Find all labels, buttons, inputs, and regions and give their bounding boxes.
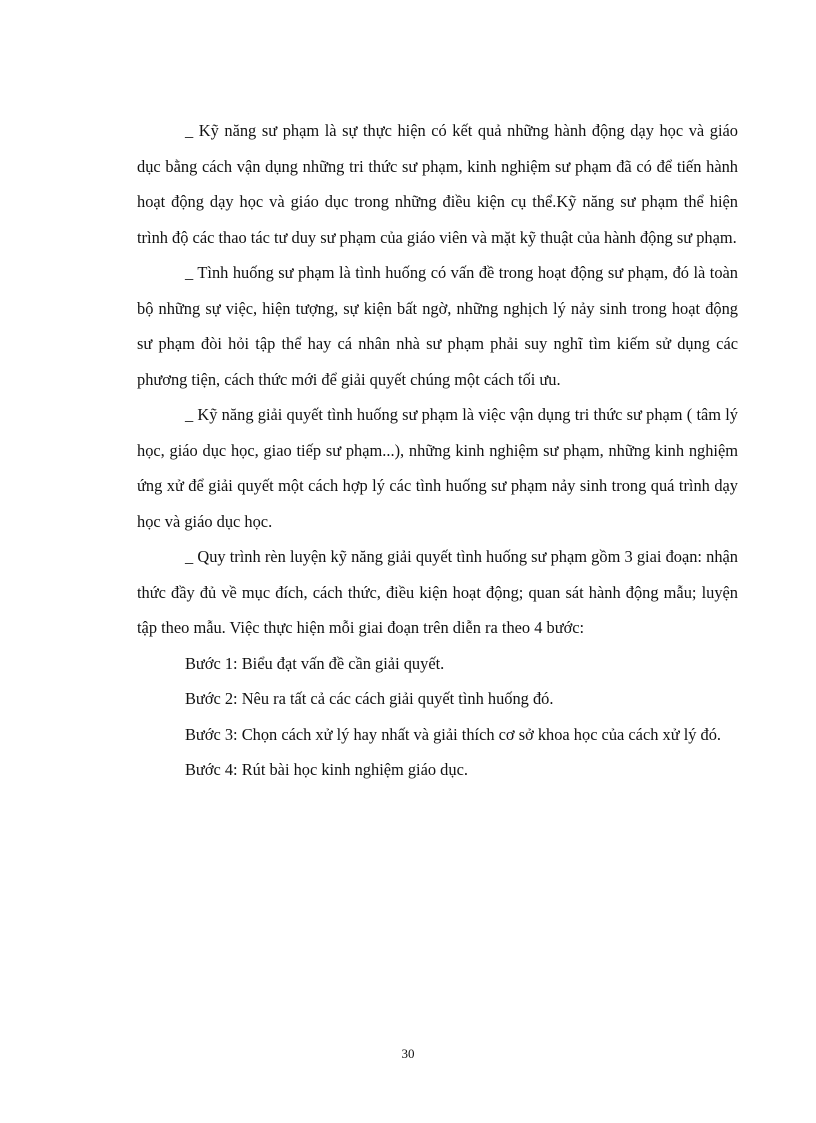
step-3: Bước 3: Chọn cách xử lý hay nhất và giải thích cơ sở khoa học của cách xử lý đó. bbox=[185, 724, 722, 744]
page-number: 30 bbox=[401, 1046, 415, 1061]
page-body bbox=[137, 113, 738, 788]
paragraph-ky-nang-su-pham: _ Kỹ năng sư phạm là sự thực hiện có kết quả những hành động dạy học và giáo dục bằng cách vận dụng những tri thức sư phạm, kinh nghiệm sư phạm đã có để tiến hành hoạt động dạy học và giáo dục trong những điều kiện cụ thể.Kỹ năng sư phạm thể hiện trình độ các thao tác tư duy sư phạm của giáo viên và mặt kỹ thuật của hành động sư phạm. bbox=[137, 121, 738, 247]
step-1: Bước 1: Biểu đạt vấn đề cần giải quyết. bbox=[185, 653, 445, 673]
step-4: Bước 4: Rút bài học kinh nghiệm giáo dục. bbox=[185, 760, 468, 779]
paragraph-tinh-huong-su-pham: _ Tình huống sư phạm là tình huống có vấn đề trong hoạt động sư phạm, đó là toàn bộ những sự việc, hiện tượng, sự kiện bất ngờ, những nghịch lý nảy sinh trong hoạt động sư phạm đòi hỏi tập thể hay cá nhân nhà sư phạm phải suy nghĩ tìm kiếm sử dụng các phương tiện, cách thức mới để giải quyết chúng một cách tối ưu. bbox=[137, 263, 738, 389]
paragraph-ky-nang-giai-quyet: _ Kỹ năng giải quyết tình huống sư phạm là việc vận dụng tri thức sư phạm ( tâm lý học, giáo dục học, giao tiếp sư phạm...), những kinh nghiệm sư phạm, những kinh nghiệm ứng xử để giải quyết một cách hợp lý các tình huống sư phạm nảy sinh trong quá trình dạy học và giáo dục học. bbox=[137, 405, 738, 531]
step-2: Bước 2: Nêu ra tất cả các cách giải quyết tình huống đó. bbox=[185, 689, 554, 708]
paragraph-quy-trinh: _ Quy trình rèn luyện kỹ năng giải quyết tình huống sư phạm gồm 3 giai đoạn: nhận thức đầy đủ về mục đích, cách thức, điều kiện hoạt động; quan sát hành động mẫu; luyện tập theo mẫu. Việc thực hiện mỗi giai đoạn trên diễn ra theo 4 bước: bbox=[137, 547, 738, 637]
